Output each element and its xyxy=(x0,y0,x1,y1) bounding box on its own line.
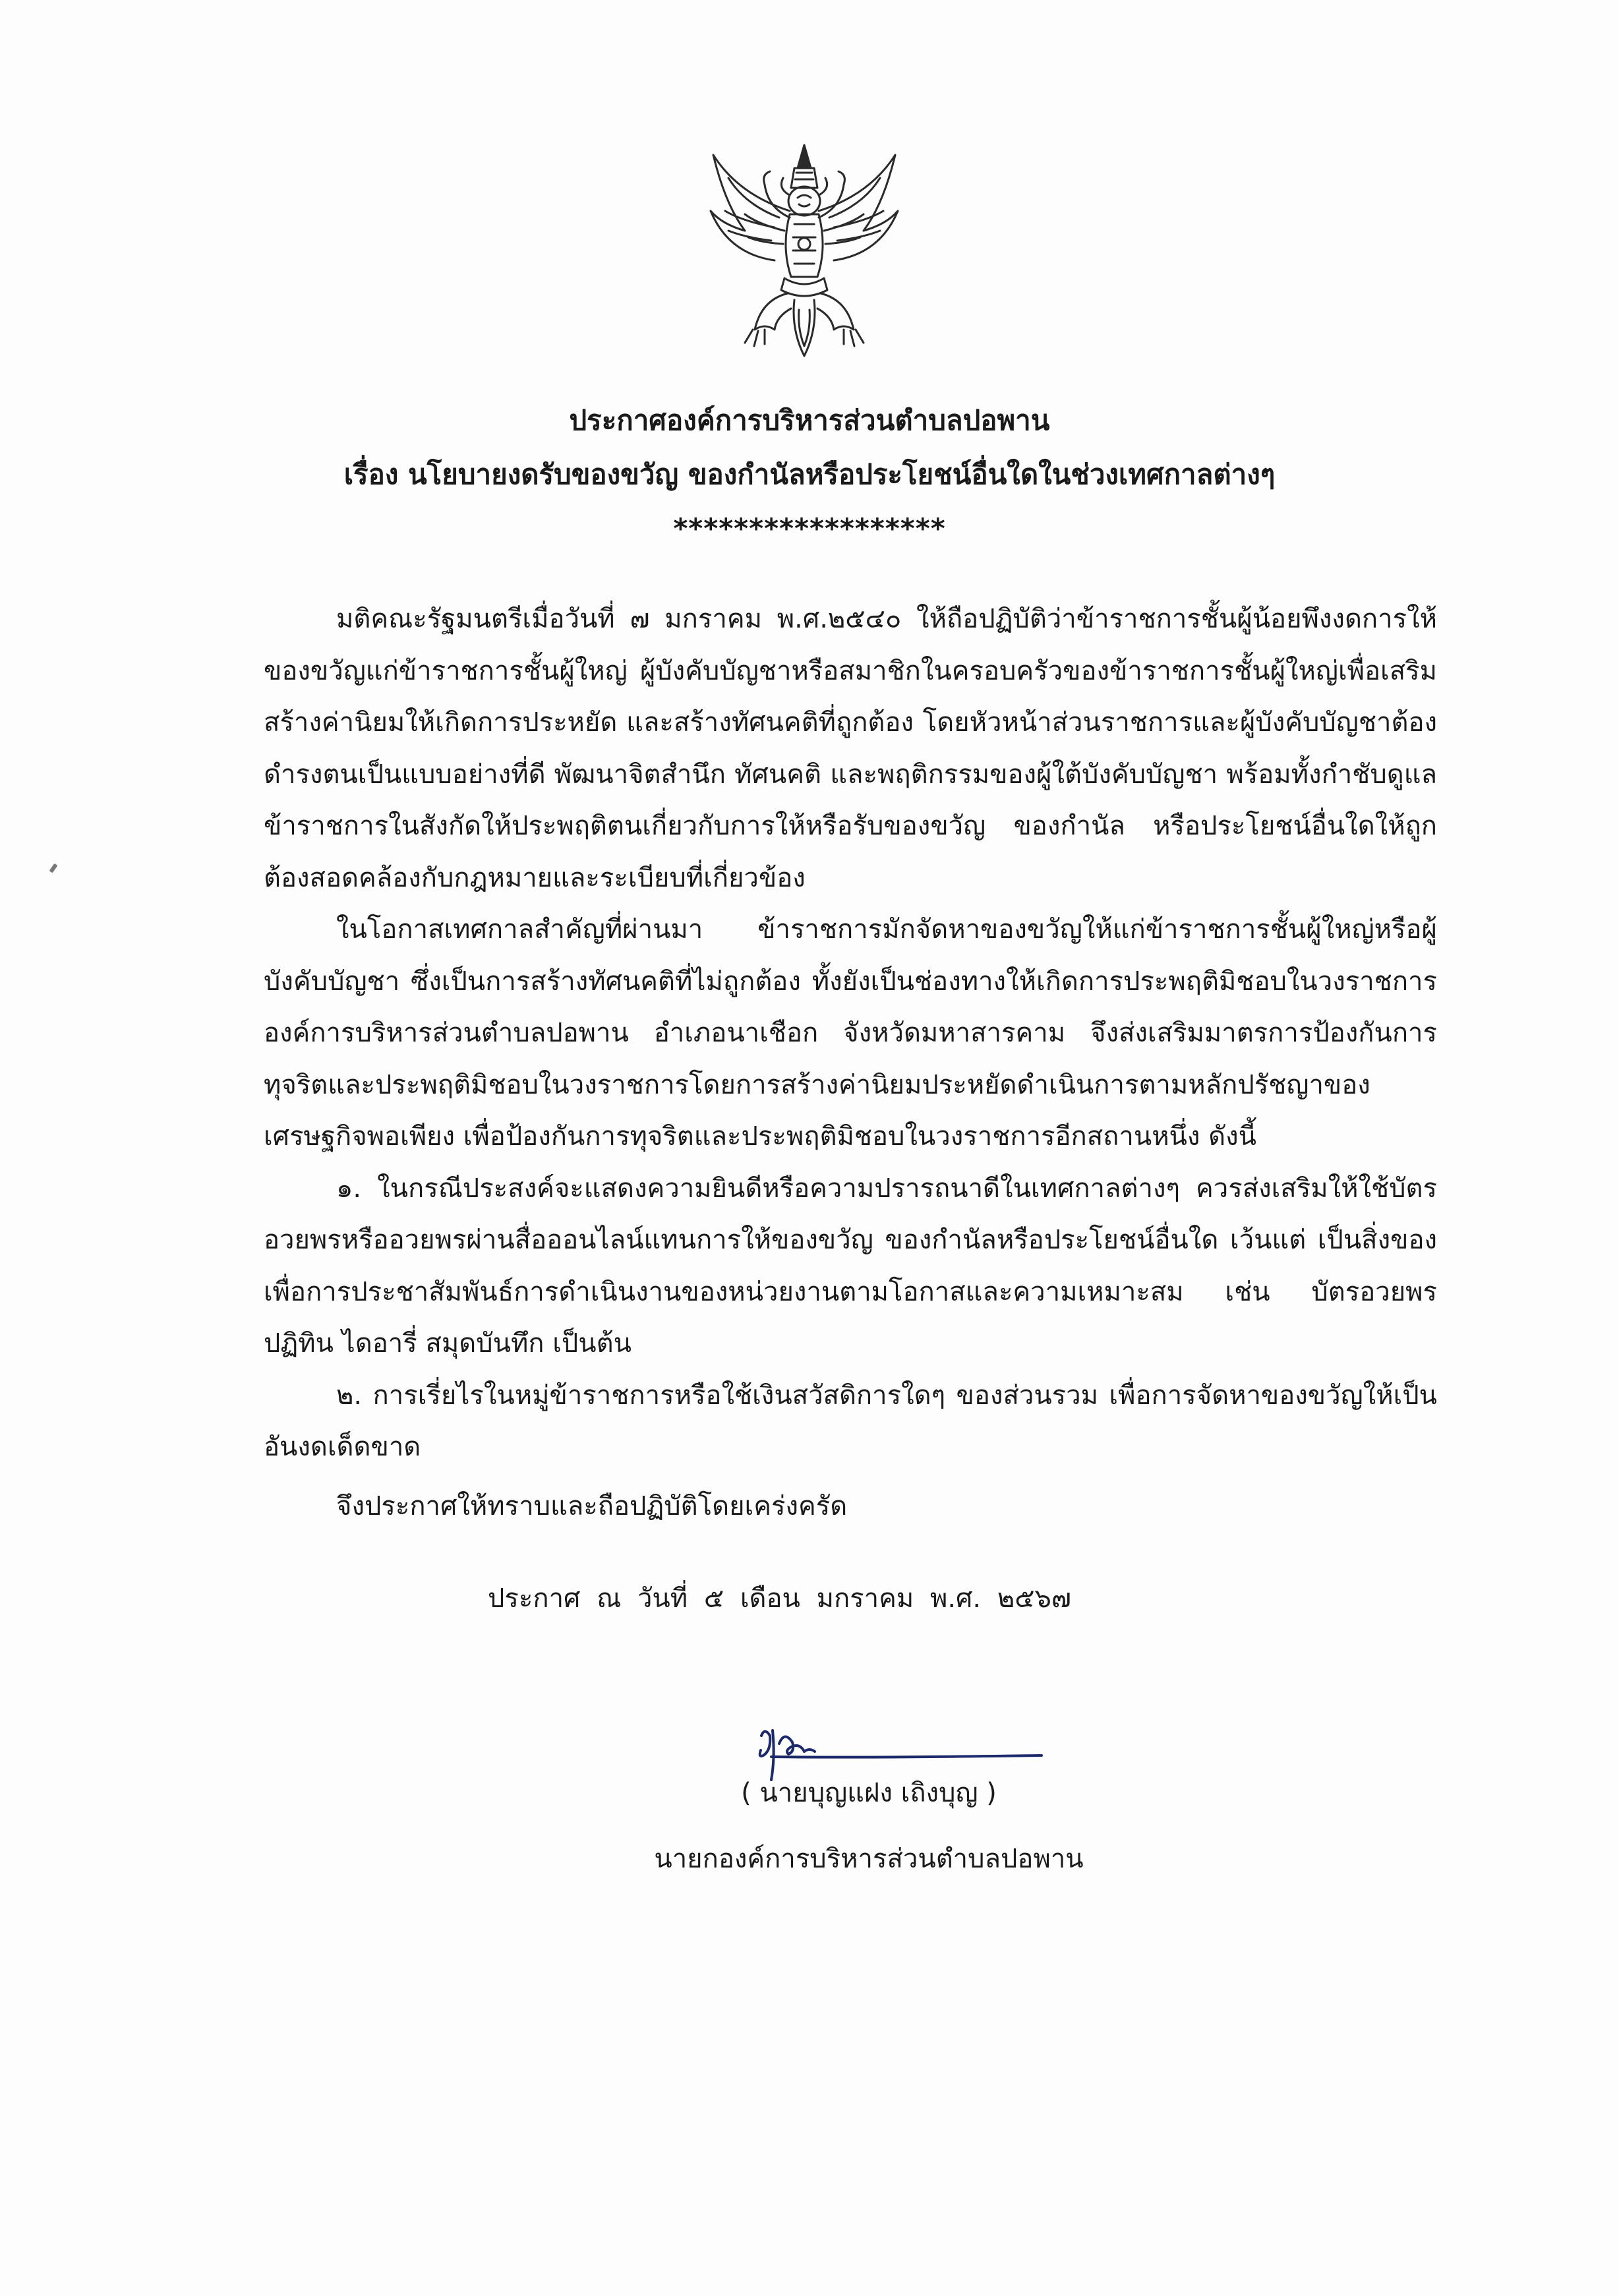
garuda-emblem-icon xyxy=(699,132,910,369)
closing-statement: จึงประกาศให้ทราบและถือปฏิบัติโดยเคร่งครัด xyxy=(336,1491,848,1521)
paper-speck xyxy=(49,864,58,873)
title-separator: ****************** xyxy=(673,512,946,545)
announcement-body xyxy=(264,593,1437,1473)
announcement-date: ประกาศ ณ วันที่ ๕ เดือน มกราคม พ.ศ. ๒๕๖๗ xyxy=(488,1583,1071,1614)
announcement-subject: เรื่อง นโยบายงดรับของขวัญ ของกำนัลหรือประโยชน์อื่นใดในช่วงเทศกาลต่างๆ xyxy=(343,458,1276,490)
announcement-title: ประกาศองค์การบริหารส่วนตำบลปอพาน xyxy=(569,404,1050,436)
body-paragraph: มติคณะรัฐมนตรีเมื่อวันที่ ๗ มกราคม พ.ศ.๒๕๔๐ ให้ถือปฏิบัติว่าข้าราชการชั้นผู้น้อยพึงงดการให้ของขวัญแก่ข้าราชการชั้นผู้ใหญ่ ผู้บังคับบัญชาหรือสมาชิกในครอบครัวของข้าราชการชั้นผู้ใหญ่เพื่อเสริมสร้างค่านิยมให้เกิดการประหยัด และสร้างทัศนคติที่ถูกต้อง โดยหัวหน้าส่วนราชการและผู้บังคับบัญชาต้องดำรงตนเป็นแบบอย่างที่ดี พัฒนาจิตสำนึก ทัศนคติ และพฤติกรรมของผู้ใต้บังคับบัญชา พร้อมทั้งกำชับดูแลข้าราชการในสังกัดให้ประพฤติตนเกี่ยวกับการให้หรือรับของขวัญ ของกำนัล หรือประโยชน์อื่นใดให้ถูกต้องสอดคล้องกับกฎหมายและระเบียบที่เกี่ยวข้อง xyxy=(264,604,1437,893)
body-paragraph-item-2: ๒. การเรี่ยไรในหมู่ข้าราชการหรือใช้เงินสวัสดิการใดๆ ของส่วนรวม เพื่อการจัดหาของขวัญให้เป็นอันงดเด็ดขาด xyxy=(264,1380,1437,1462)
signer-position: นายกองค์การบริหารส่วนตำบลปอพาน xyxy=(654,1844,1084,1874)
body-paragraph: ในโอกาสเทศกาลสำคัญที่ผ่านมา ข้าราชการมักจัดหาของขวัญให้แก่ข้าราชการชั้นผู้ใหญ่หรือผู้บังคับบัญชา ซึ่งเป็นการสร้างทัศนคติที่ไม่ถูกต้อง ทั้งยังเป็นช่องทางให้เกิดการประพฤติมิชอบในวงราชการ องค์การบริหารส่วนตำบลปอพาน อำเภอนาเชือก จังหวัดมหาสารคาม จึงส่งเสริมมาตรการป้องกันการทุจริตและประพฤติมิชอบในวงราชการโดยการสร้างค่านิยมประหยัดดำเนินการตามหลักปรัชญาของเศรษฐกิจพอเพียง เพื่อป้องกันการทุจริตและประพฤติมิชอบในวงราชการอีกสถานหนึ่ง ดังนี้ xyxy=(264,914,1437,1152)
signer-name: ( นายบุญแฝง เถิงบุญ ) xyxy=(741,1778,997,1808)
body-paragraph-item-1: ๑. ในกรณีประสงค์จะแสดงความยินดีหรือความปรารถนาดีในเทศกาลต่างๆ ควรส่งเสริมให้ใช้บัตรอวยพรหรืออวยพรผ่านสื่อออนไลน์แทนการให้ของขวัญ ของกำนัลหรือประโยชน์อื่นใด เว้นแต่ เป็นสิ่งของเพื่อการประชาสัมพันธ์การดำเนินงานของหน่วยงานตามโอกาสและความเหมาะสม เช่น บัตรอวยพร ปฏิทิน ไดอารี่ สมุดบันทึก เป็นต้น xyxy=(264,1173,1437,1359)
